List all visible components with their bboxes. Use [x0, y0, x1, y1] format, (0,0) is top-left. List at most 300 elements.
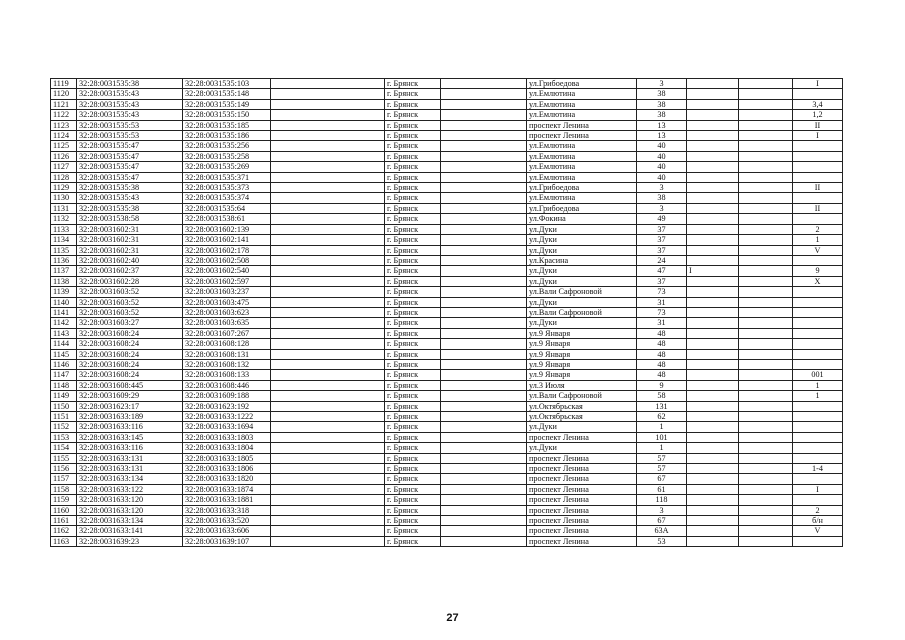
cell-parcel-cadastral-number: 32:28:0031602:28 — [77, 276, 183, 286]
cell-premises: I — [793, 484, 843, 494]
cell-empty-col-b — [441, 432, 527, 442]
cell-empty-col-c — [739, 422, 793, 432]
table-row — [51, 99, 843, 109]
cell-house-number: 3 — [637, 183, 687, 193]
cell-empty-col-b — [441, 183, 527, 193]
cell-house-number: 40 — [637, 151, 687, 161]
cell-premises: 2 — [793, 224, 843, 234]
cell-building — [687, 484, 739, 494]
cell-object-cadastral-number: 32:28:0031633:1820 — [183, 474, 271, 484]
table-row — [51, 391, 843, 401]
cell-empty-col-b — [441, 79, 527, 89]
cell-object-cadastral-number: 32:28:0031633:1874 — [183, 484, 271, 494]
cell-building — [687, 505, 739, 515]
cell-row-number: 1120 — [51, 89, 77, 99]
cell-house-number: 40 — [637, 162, 687, 172]
cell-empty-col-b — [441, 370, 527, 380]
register-table — [50, 78, 843, 547]
cell-empty-col-b — [441, 484, 527, 494]
cell-parcel-cadastral-number: 32:28:0031535:38 — [77, 203, 183, 213]
cell-row-number: 1143 — [51, 328, 77, 338]
cell-building — [687, 183, 739, 193]
cell-city: г. Брянск — [385, 422, 441, 432]
cell-premises — [793, 453, 843, 463]
cell-empty-col-b — [441, 245, 527, 255]
cell-premises: б/н — [793, 516, 843, 526]
table-row — [51, 359, 843, 369]
table-row — [51, 328, 843, 338]
register-table-body — [51, 79, 843, 547]
cell-building — [687, 89, 739, 99]
cell-house-number: 38 — [637, 89, 687, 99]
cell-empty-col-b — [441, 99, 527, 109]
cell-premises — [793, 141, 843, 151]
cell-object-cadastral-number: 32:28:0031603:623 — [183, 307, 271, 317]
cell-house-number: 3 — [637, 505, 687, 515]
cell-street: проспект Ленина — [527, 516, 637, 526]
table-row — [51, 203, 843, 213]
cell-empty-col-c — [739, 339, 793, 349]
cell-building — [687, 349, 739, 359]
cell-empty-col-c — [739, 120, 793, 130]
cell-premises: II — [793, 203, 843, 213]
cell-street: ул.Октябрьская — [527, 401, 637, 411]
cell-premises — [793, 536, 843, 546]
cell-city: г. Брянск — [385, 110, 441, 120]
cell-building — [687, 526, 739, 536]
cell-row-number: 1159 — [51, 495, 77, 505]
cell-premises: II — [793, 183, 843, 193]
cell-city: г. Брянск — [385, 214, 441, 224]
cell-city: г. Брянск — [385, 266, 441, 276]
cell-empty-col-c — [739, 89, 793, 99]
cell-building — [687, 110, 739, 120]
cell-street: ул.Грибоедова — [527, 79, 637, 89]
cell-object-cadastral-number: 32:28:0031608:133 — [183, 370, 271, 380]
cell-street: ул.Вали Сафроновой — [527, 391, 637, 401]
cell-empty-col-a — [271, 214, 385, 224]
cell-parcel-cadastral-number: 32:28:0031633:116 — [77, 422, 183, 432]
cell-parcel-cadastral-number: 32:28:0031535:47 — [77, 162, 183, 172]
cell-city: г. Брянск — [385, 359, 441, 369]
cell-empty-col-b — [441, 495, 527, 505]
cell-street: ул.Вали Сафроновой — [527, 287, 637, 297]
cell-street: проспект Ленина — [527, 453, 637, 463]
cell-street: ул.9 Января — [527, 339, 637, 349]
cell-object-cadastral-number: 32:28:0031535:103 — [183, 79, 271, 89]
cell-parcel-cadastral-number: 32:28:0031603:52 — [77, 297, 183, 307]
cell-empty-col-c — [739, 141, 793, 151]
cell-row-number: 1134 — [51, 235, 77, 245]
cell-building — [687, 401, 739, 411]
cell-parcel-cadastral-number: 32:28:0031535:53 — [77, 131, 183, 141]
cell-empty-col-b — [441, 287, 527, 297]
cell-parcel-cadastral-number: 32:28:0031633:131 — [77, 464, 183, 474]
cell-building — [687, 235, 739, 245]
cell-premises: II — [793, 120, 843, 130]
cell-empty-col-c — [739, 297, 793, 307]
cell-row-number: 1157 — [51, 474, 77, 484]
cell-city: г. Брянск — [385, 183, 441, 193]
cell-empty-col-a — [271, 349, 385, 359]
cell-city: г. Брянск — [385, 443, 441, 453]
cell-premises: 1 — [793, 380, 843, 390]
cell-building — [687, 162, 739, 172]
cell-building — [687, 99, 739, 109]
cell-house-number: 40 — [637, 172, 687, 182]
cell-house-number: 31 — [637, 297, 687, 307]
cell-row-number: 1135 — [51, 245, 77, 255]
table-row — [51, 380, 843, 390]
cell-object-cadastral-number: 32:28:0031535:258 — [183, 151, 271, 161]
cell-empty-col-b — [441, 297, 527, 307]
cell-street: ул.Емлютина — [527, 172, 637, 182]
cell-building — [687, 474, 739, 484]
cell-house-number: 61 — [637, 484, 687, 494]
cell-row-number: 1119 — [51, 79, 77, 89]
cell-empty-col-a — [271, 516, 385, 526]
cell-row-number: 1147 — [51, 370, 77, 380]
cell-parcel-cadastral-number: 32:28:0031633:134 — [77, 474, 183, 484]
cell-row-number: 1149 — [51, 391, 77, 401]
cell-row-number: 1155 — [51, 453, 77, 463]
table-row — [51, 110, 843, 120]
cell-street: ул.Красина — [527, 255, 637, 265]
cell-street: проспект Ленина — [527, 495, 637, 505]
cell-premises — [793, 412, 843, 422]
table-row — [51, 162, 843, 172]
cell-object-cadastral-number: 32:28:0031535:371 — [183, 172, 271, 182]
cell-row-number: 1124 — [51, 131, 77, 141]
cell-parcel-cadastral-number: 32:28:0031603:52 — [77, 307, 183, 317]
cell-city: г. Брянск — [385, 526, 441, 536]
cell-street: ул.Емлютина — [527, 162, 637, 172]
cell-city: г. Брянск — [385, 255, 441, 265]
cell-parcel-cadastral-number: 32:28:0031535:38 — [77, 183, 183, 193]
table-row — [51, 536, 843, 546]
cell-empty-col-a — [271, 266, 385, 276]
cell-empty-col-b — [441, 266, 527, 276]
cell-empty-col-b — [441, 453, 527, 463]
table-row — [51, 266, 843, 276]
cell-parcel-cadastral-number: 32:28:0031602:40 — [77, 255, 183, 265]
cell-object-cadastral-number: 32:28:0031609:188 — [183, 391, 271, 401]
cell-parcel-cadastral-number: 32:28:0031602:31 — [77, 245, 183, 255]
cell-street: ул.Емлютина — [527, 141, 637, 151]
cell-premises: 1-4 — [793, 464, 843, 474]
cell-row-number: 1136 — [51, 255, 77, 265]
cell-house-number: 47 — [637, 266, 687, 276]
cell-empty-col-b — [441, 203, 527, 213]
cell-row-number: 1129 — [51, 183, 77, 193]
cell-city: г. Брянск — [385, 131, 441, 141]
cell-empty-col-c — [739, 484, 793, 494]
cell-object-cadastral-number: 32:28:0031603:475 — [183, 297, 271, 307]
cell-empty-col-b — [441, 318, 527, 328]
cell-object-cadastral-number: 32:28:0031535:149 — [183, 99, 271, 109]
cell-building — [687, 245, 739, 255]
cell-empty-col-c — [739, 370, 793, 380]
cell-building — [687, 120, 739, 130]
cell-object-cadastral-number: 32:28:0031602:178 — [183, 245, 271, 255]
cell-row-number: 1144 — [51, 339, 77, 349]
cell-house-number: 53 — [637, 536, 687, 546]
cell-empty-col-a — [271, 224, 385, 234]
cell-parcel-cadastral-number: 32:28:0031633:131 — [77, 453, 183, 463]
cell-parcel-cadastral-number: 32:28:0031608:445 — [77, 380, 183, 390]
cell-empty-col-a — [271, 422, 385, 432]
cell-empty-col-c — [739, 464, 793, 474]
cell-city: г. Брянск — [385, 380, 441, 390]
cell-empty-col-b — [441, 255, 527, 265]
table-row — [51, 443, 843, 453]
cell-house-number: 49 — [637, 214, 687, 224]
cell-row-number: 1151 — [51, 412, 77, 422]
table-row — [51, 422, 843, 432]
cell-object-cadastral-number: 32:28:0031607:267 — [183, 328, 271, 338]
cell-city: г. Брянск — [385, 474, 441, 484]
cell-premises: 2 — [793, 505, 843, 515]
cell-house-number: 24 — [637, 255, 687, 265]
cell-object-cadastral-number: 32:28:0031608:446 — [183, 380, 271, 390]
cell-empty-col-a — [271, 307, 385, 317]
cell-parcel-cadastral-number: 32:28:0031535:43 — [77, 89, 183, 99]
cell-premises — [793, 318, 843, 328]
page-number: 27 — [446, 612, 459, 624]
cell-empty-col-b — [441, 422, 527, 432]
cell-empty-col-a — [271, 339, 385, 349]
cell-city: г. Брянск — [385, 235, 441, 245]
table-row — [51, 432, 843, 442]
cell-empty-col-a — [271, 318, 385, 328]
cell-row-number: 1154 — [51, 443, 77, 453]
cell-empty-col-b — [441, 141, 527, 151]
cell-row-number: 1128 — [51, 172, 77, 182]
cell-empty-col-b — [441, 110, 527, 120]
cell-empty-col-b — [441, 401, 527, 411]
cell-object-cadastral-number: 32:28:0031535:186 — [183, 131, 271, 141]
cell-city: г. Брянск — [385, 276, 441, 286]
cell-street: ул.Емлютина — [527, 89, 637, 99]
cell-empty-col-b — [441, 349, 527, 359]
cell-empty-col-a — [271, 110, 385, 120]
cell-parcel-cadastral-number: 32:28:0031633:116 — [77, 443, 183, 453]
cell-premises — [793, 432, 843, 442]
cell-street: проспект Ленина — [527, 432, 637, 442]
cell-street: проспект Ленина — [527, 505, 637, 515]
table-row — [51, 412, 843, 422]
cell-row-number: 1125 — [51, 141, 77, 151]
table-row — [51, 297, 843, 307]
cell-parcel-cadastral-number: 32:28:0031535:47 — [77, 172, 183, 182]
cell-empty-col-c — [739, 536, 793, 546]
cell-empty-col-c — [739, 412, 793, 422]
cell-house-number: 37 — [637, 245, 687, 255]
cell-premises — [793, 339, 843, 349]
cell-empty-col-c — [739, 79, 793, 89]
cell-empty-col-a — [271, 359, 385, 369]
cell-object-cadastral-number: 32:28:0031535:373 — [183, 183, 271, 193]
cell-empty-col-a — [271, 183, 385, 193]
cell-house-number: 58 — [637, 391, 687, 401]
table-row — [51, 255, 843, 265]
cell-building — [687, 203, 739, 213]
cell-object-cadastral-number: 32:28:0031535:64 — [183, 203, 271, 213]
cell-row-number: 1145 — [51, 349, 77, 359]
table-row — [51, 172, 843, 182]
cell-house-number: 48 — [637, 339, 687, 349]
cell-row-number: 1141 — [51, 307, 77, 317]
cell-empty-col-c — [739, 276, 793, 286]
cell-city: г. Брянск — [385, 297, 441, 307]
cell-premises — [793, 214, 843, 224]
cell-parcel-cadastral-number: 32:28:0031633:189 — [77, 412, 183, 422]
cell-city: г. Брянск — [385, 120, 441, 130]
cell-house-number: 31 — [637, 318, 687, 328]
cell-premises: I — [793, 131, 843, 141]
cell-city: г. Брянск — [385, 193, 441, 203]
cell-house-number: 40 — [637, 141, 687, 151]
cell-city: г. Брянск — [385, 412, 441, 422]
cell-empty-col-b — [441, 172, 527, 182]
cell-premises — [793, 162, 843, 172]
cell-empty-col-a — [271, 526, 385, 536]
cell-house-number: 37 — [637, 235, 687, 245]
cell-house-number: 3 — [637, 79, 687, 89]
cell-parcel-cadastral-number: 32:28:0031535:43 — [77, 99, 183, 109]
cell-house-number: 38 — [637, 99, 687, 109]
cell-row-number: 1160 — [51, 505, 77, 515]
cell-premises — [793, 474, 843, 484]
cell-row-number: 1153 — [51, 432, 77, 442]
cell-premises — [793, 172, 843, 182]
cell-empty-col-b — [441, 359, 527, 369]
cell-parcel-cadastral-number: 32:28:0031535:43 — [77, 193, 183, 203]
cell-street: ул.9 Января — [527, 359, 637, 369]
cell-parcel-cadastral-number: 32:28:0031535:47 — [77, 151, 183, 161]
cell-house-number: 13 — [637, 131, 687, 141]
cell-empty-col-b — [441, 307, 527, 317]
cell-empty-col-a — [271, 401, 385, 411]
cell-city: г. Брянск — [385, 307, 441, 317]
cell-empty-col-a — [271, 276, 385, 286]
cell-premises: V — [793, 526, 843, 536]
cell-building — [687, 172, 739, 182]
cell-empty-col-a — [271, 89, 385, 99]
cell-building — [687, 370, 739, 380]
cell-street: ул.Дуки — [527, 224, 637, 234]
table-row — [51, 214, 843, 224]
cell-building — [687, 339, 739, 349]
cell-object-cadastral-number: 32:28:0031602:141 — [183, 235, 271, 245]
table-row — [51, 307, 843, 317]
cell-empty-col-b — [441, 443, 527, 453]
cell-premises — [793, 151, 843, 161]
cell-street: проспект Ленина — [527, 120, 637, 130]
cell-premises — [793, 328, 843, 338]
cell-street: ул.Дуки — [527, 245, 637, 255]
cell-object-cadastral-number: 32:28:0031602:597 — [183, 276, 271, 286]
table-row — [51, 505, 843, 515]
cell-street: ул.Дуки — [527, 422, 637, 432]
cell-empty-col-c — [739, 432, 793, 442]
cell-row-number: 1152 — [51, 422, 77, 432]
cell-row-number: 1127 — [51, 162, 77, 172]
cell-building — [687, 359, 739, 369]
cell-street: проспект Ленина — [527, 131, 637, 141]
cell-empty-col-b — [441, 89, 527, 99]
cell-street: ул.Емлютина — [527, 99, 637, 109]
cell-building — [687, 464, 739, 474]
cell-building — [687, 516, 739, 526]
cell-house-number: 38 — [637, 193, 687, 203]
cell-premises — [793, 359, 843, 369]
cell-empty-col-a — [271, 505, 385, 515]
table-row — [51, 276, 843, 286]
cell-empty-col-b — [441, 526, 527, 536]
cell-object-cadastral-number: 32:28:0031603:237 — [183, 287, 271, 297]
cell-premises — [793, 349, 843, 359]
cell-city: г. Брянск — [385, 516, 441, 526]
cell-parcel-cadastral-number: 32:28:0031633:145 — [77, 432, 183, 442]
cell-row-number: 1158 — [51, 484, 77, 494]
cell-empty-col-a — [271, 474, 385, 484]
table-row — [51, 370, 843, 380]
table-row — [51, 224, 843, 234]
table-row — [51, 141, 843, 151]
cell-premises: 1 — [793, 235, 843, 245]
cell-empty-col-c — [739, 287, 793, 297]
cell-city: г. Брянск — [385, 328, 441, 338]
cell-street: ул.Емлютина — [527, 151, 637, 161]
cell-city: г. Брянск — [385, 339, 441, 349]
cell-premises — [793, 255, 843, 265]
cell-empty-col-b — [441, 536, 527, 546]
cell-empty-col-a — [271, 255, 385, 265]
cell-parcel-cadastral-number: 32:28:0031608:24 — [77, 328, 183, 338]
cell-house-number: 131 — [637, 401, 687, 411]
cell-empty-col-c — [739, 526, 793, 536]
cell-row-number: 1146 — [51, 359, 77, 369]
cell-empty-col-c — [739, 203, 793, 213]
cell-city: г. Брянск — [385, 99, 441, 109]
cell-empty-col-a — [271, 79, 385, 89]
cell-premises: X — [793, 276, 843, 286]
cell-city: г. Брянск — [385, 318, 441, 328]
cell-empty-col-a — [271, 443, 385, 453]
table-row — [51, 245, 843, 255]
cell-street: ул.9 Января — [527, 328, 637, 338]
cell-street: ул.Емлютина — [527, 110, 637, 120]
cell-object-cadastral-number: 32:28:0031633:318 — [183, 505, 271, 515]
cell-empty-col-c — [739, 401, 793, 411]
cell-row-number: 1126 — [51, 151, 77, 161]
cell-empty-col-c — [739, 349, 793, 359]
cell-object-cadastral-number: 32:28:0031633:520 — [183, 516, 271, 526]
cell-city: г. Брянск — [385, 349, 441, 359]
cell-house-number: 67 — [637, 474, 687, 484]
cell-city: г. Брянск — [385, 391, 441, 401]
cell-object-cadastral-number: 32:28:0031603:635 — [183, 318, 271, 328]
cell-empty-col-c — [739, 443, 793, 453]
cell-parcel-cadastral-number: 32:28:0031639:23 — [77, 536, 183, 546]
cell-parcel-cadastral-number: 32:28:0031608:24 — [77, 370, 183, 380]
cell-empty-col-a — [271, 141, 385, 151]
cell-row-number: 1121 — [51, 99, 77, 109]
cell-empty-col-c — [739, 328, 793, 338]
cell-object-cadastral-number: 32:28:0031633:1805 — [183, 453, 271, 463]
cell-row-number: 1131 — [51, 203, 77, 213]
